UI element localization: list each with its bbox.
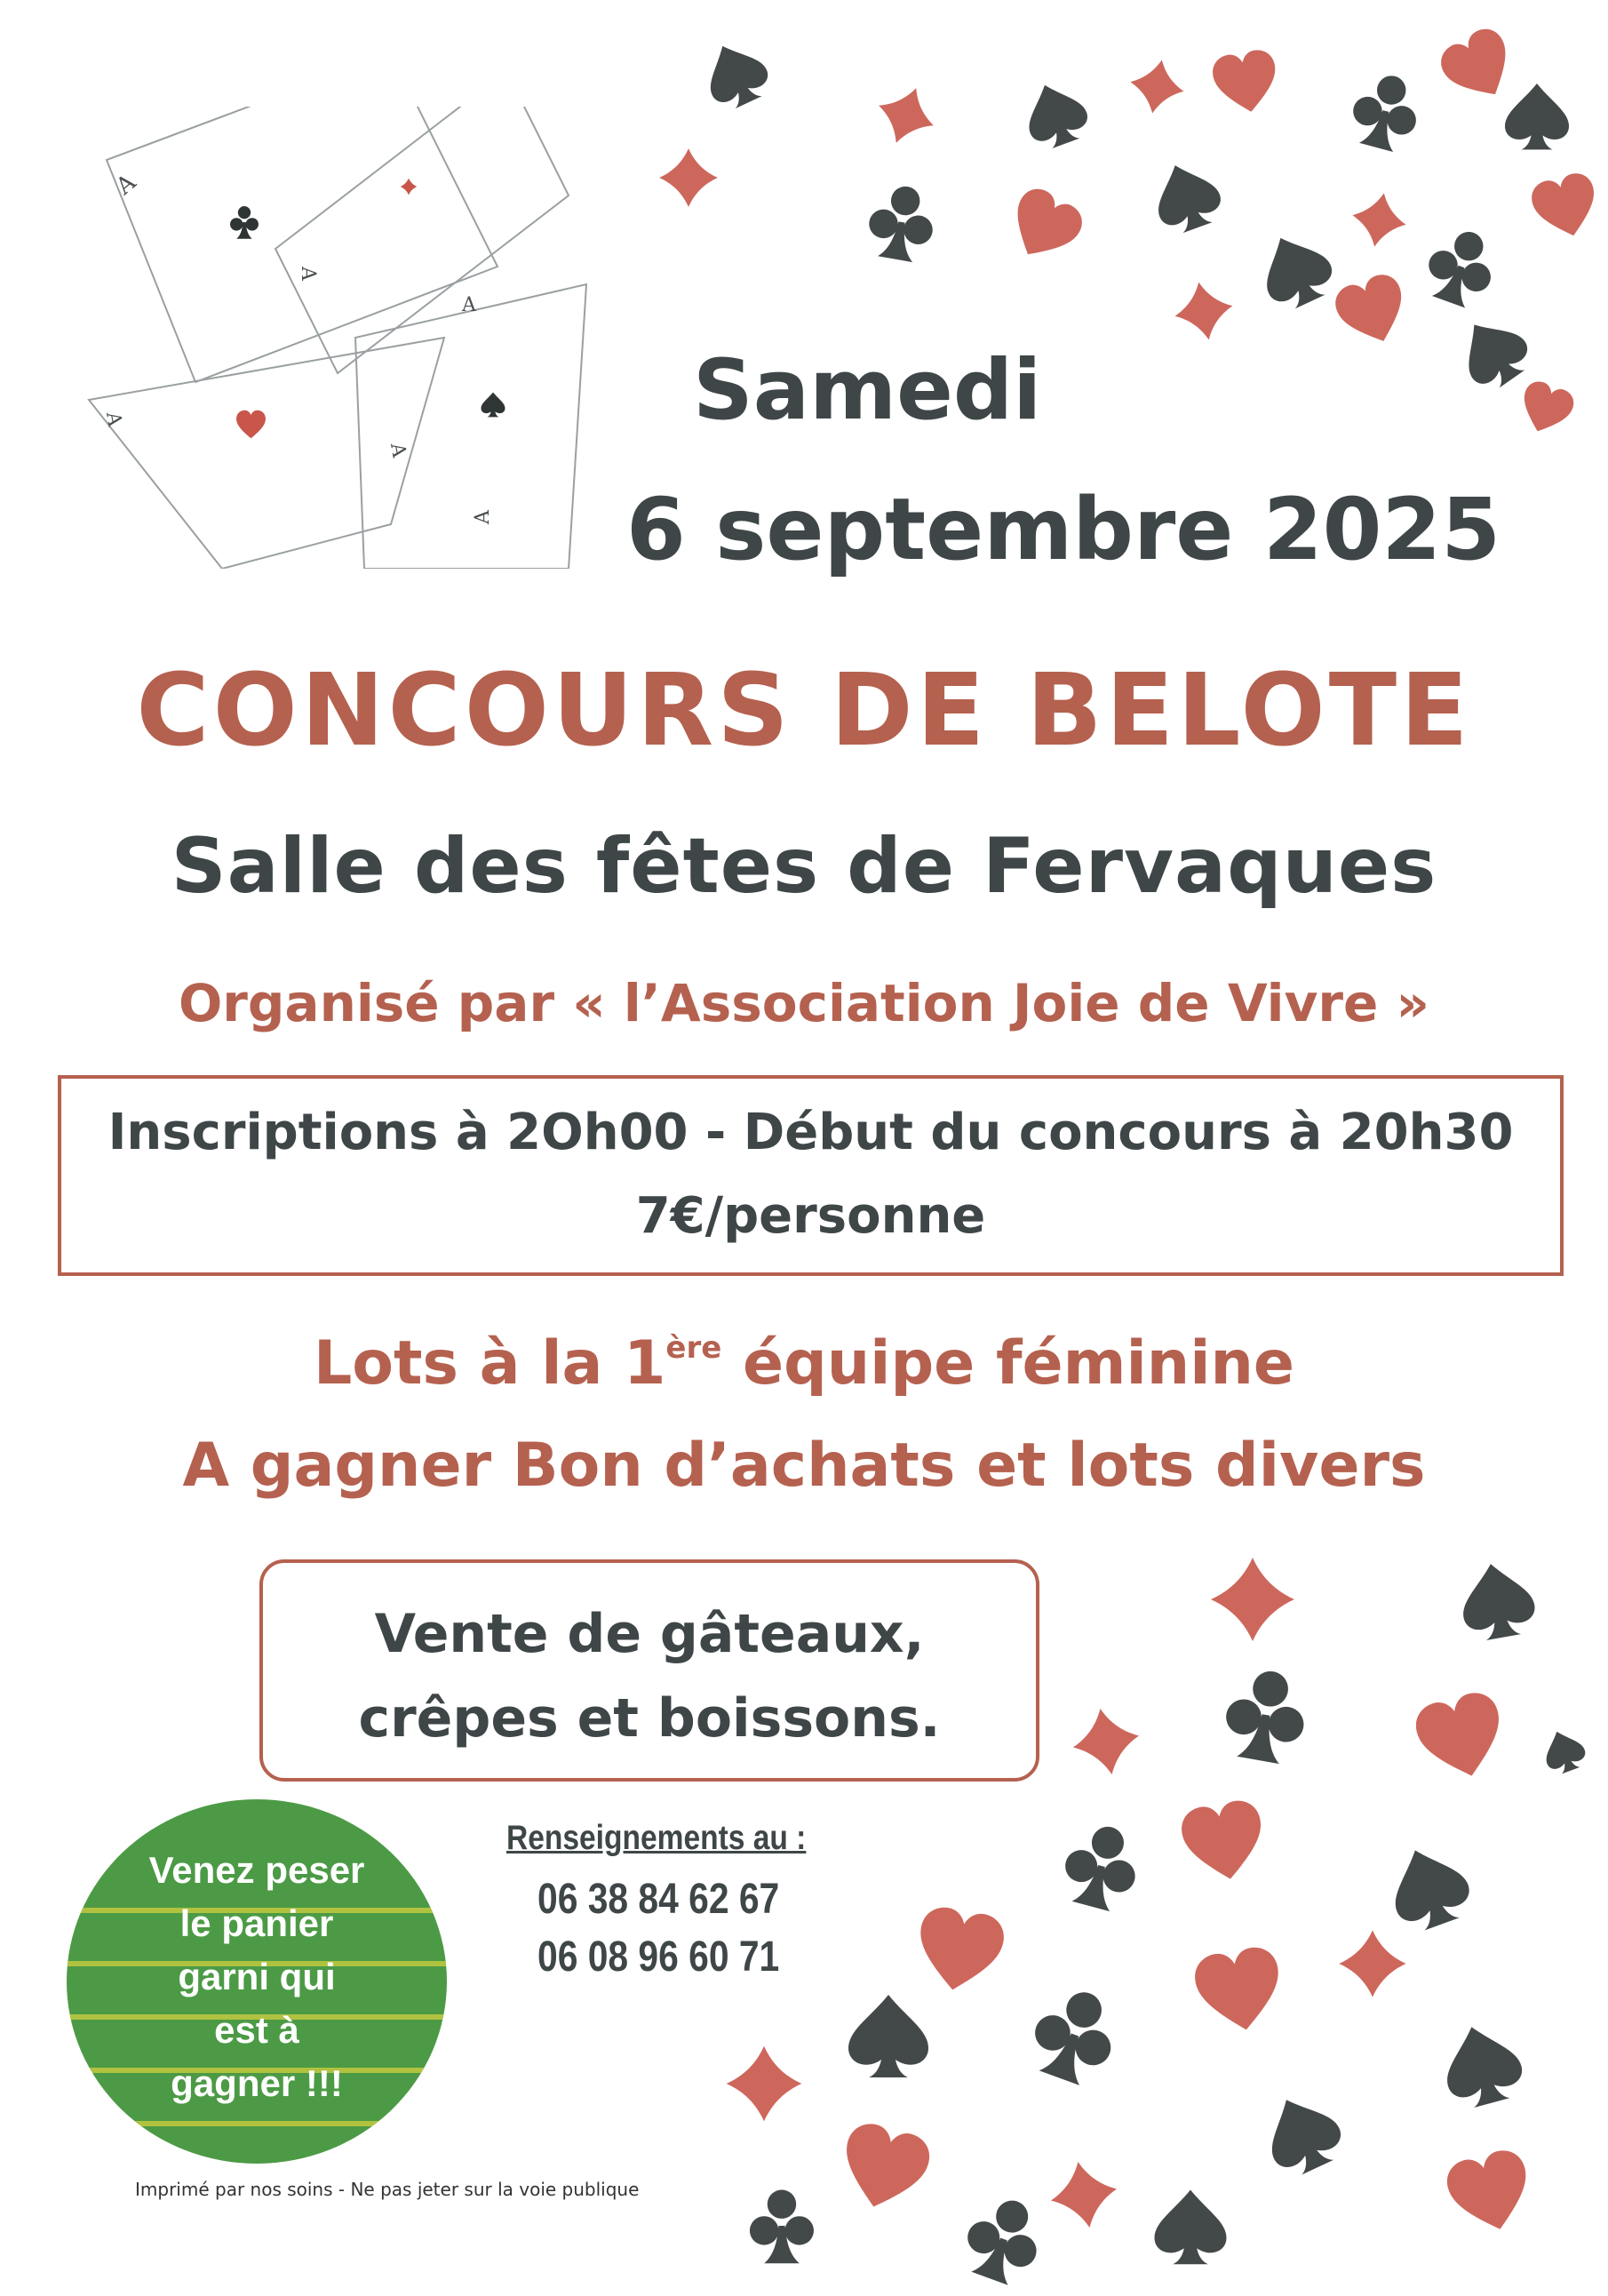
card-rank-label: A [297,267,319,281]
diamond-icon [1124,53,1190,120]
schedule-text: Inscriptions à 2Oh00 - Début du concours à 20h30 [107,1104,1514,1161]
basket-game-text [67,1844,447,2110]
spade-icon [1141,150,1232,242]
diamond-icon [724,2044,804,2124]
card-outline [107,107,498,382]
club-icon [856,176,948,268]
playing-cards-illustration [71,107,604,569]
spade-icon [1429,2012,1532,2115]
diamond-icon [1337,1928,1408,1999]
card-rank-label: A [386,441,410,459]
heart-icon [1512,375,1580,443]
diamond-icon [1208,1555,1297,1644]
spade-icon [482,393,505,418]
heart-icon [1525,166,1607,248]
basket-line: le panier [179,1902,334,1944]
footer-notice: Imprimé par nos soins - Ne pas jeter sur la voie publique [135,2179,640,2200]
club-icon [742,2186,822,2266]
heart-icon [1407,1683,1516,1791]
club-icon [1410,215,1512,317]
diamond-icon [657,147,720,209]
spade-icon [1374,1832,1483,1941]
card-rank-label: A [472,510,494,524]
heart-icon [995,178,1092,275]
diamond-icon [1065,1701,1148,1783]
event-day: Samedi [693,342,1042,439]
basket-line: est à [214,2009,299,2051]
club-icon [1047,1812,1156,1920]
diamond-icon [401,179,418,195]
prize-line-1-superscript: ère [665,1330,722,1366]
heart-icon [1207,44,1285,121]
spade-icon [1150,2186,1230,2266]
basket-line: Venez peser [148,1849,365,1891]
food-sale-line-1: Vente de gâteaux, [374,1603,925,1665]
spade-icon [1451,1553,1543,1646]
prize-line-1-end: équipe féminine [721,1328,1295,1399]
spade-icon [1501,80,1572,151]
prize-line-1-start: Lots à la 1 [313,1328,666,1399]
food-sale-line-2: crêpes et boissons. [358,1687,941,1750]
food-sale-box [259,1559,1039,1782]
heart-icon [1438,2141,1541,2244]
club-icon [1209,1658,1322,1771]
contact-label: Renseignements au : [506,1819,807,1857]
club-icon [230,206,259,239]
spade-icon [691,29,780,118]
heart-icon [236,411,266,439]
contact-phone: 06 08 96 60 71 [537,1933,780,1981]
club-icon [1013,1973,1138,2098]
schedule-info-box [58,1075,1564,1276]
card-outline [275,107,569,373]
prize-line-2: A gagner Bon d’achats et lots divers [182,1431,1426,1501]
price-text: 7€/personne [635,1187,986,1245]
spade-icon [1012,70,1097,155]
diamond-icon [1167,275,1239,347]
diamond-icon [1346,187,1413,253]
event-organizer: Organisé par « l’Association Joie de Vivre » [179,973,1429,1033]
card-rank-label: A [101,410,126,428]
spade-icon [1245,219,1345,319]
card-rank-label: A [111,169,141,201]
basket-game-badge [67,1799,447,2164]
contact-phone: 06 38 84 62 67 [537,1876,780,1923]
heart-icon [1188,1939,1291,2042]
heart-icon [1174,1792,1272,1890]
event-venue: Salle des fêtes de Fervaques [171,822,1437,911]
club-icon [947,2182,1061,2296]
heart-icon [908,1899,1011,2002]
event-date: 6 septembre 2025 [626,480,1501,579]
heart-icon [830,2114,938,2222]
spade-icon [1248,2079,1355,2186]
card-outline [355,284,586,569]
spade-icon [844,1990,933,2079]
diamond-icon [866,76,946,155]
club-icon [1337,62,1435,160]
basket-line: gagner !!! [171,2062,343,2104]
card-rank-label: A [462,294,476,316]
spade-icon [1535,1722,1592,1779]
basket-line: garni qui [178,1956,336,1997]
event-title: CONCOURS DE BELOTE [136,653,1472,769]
prize-line-1 [0,1328,1608,1399]
